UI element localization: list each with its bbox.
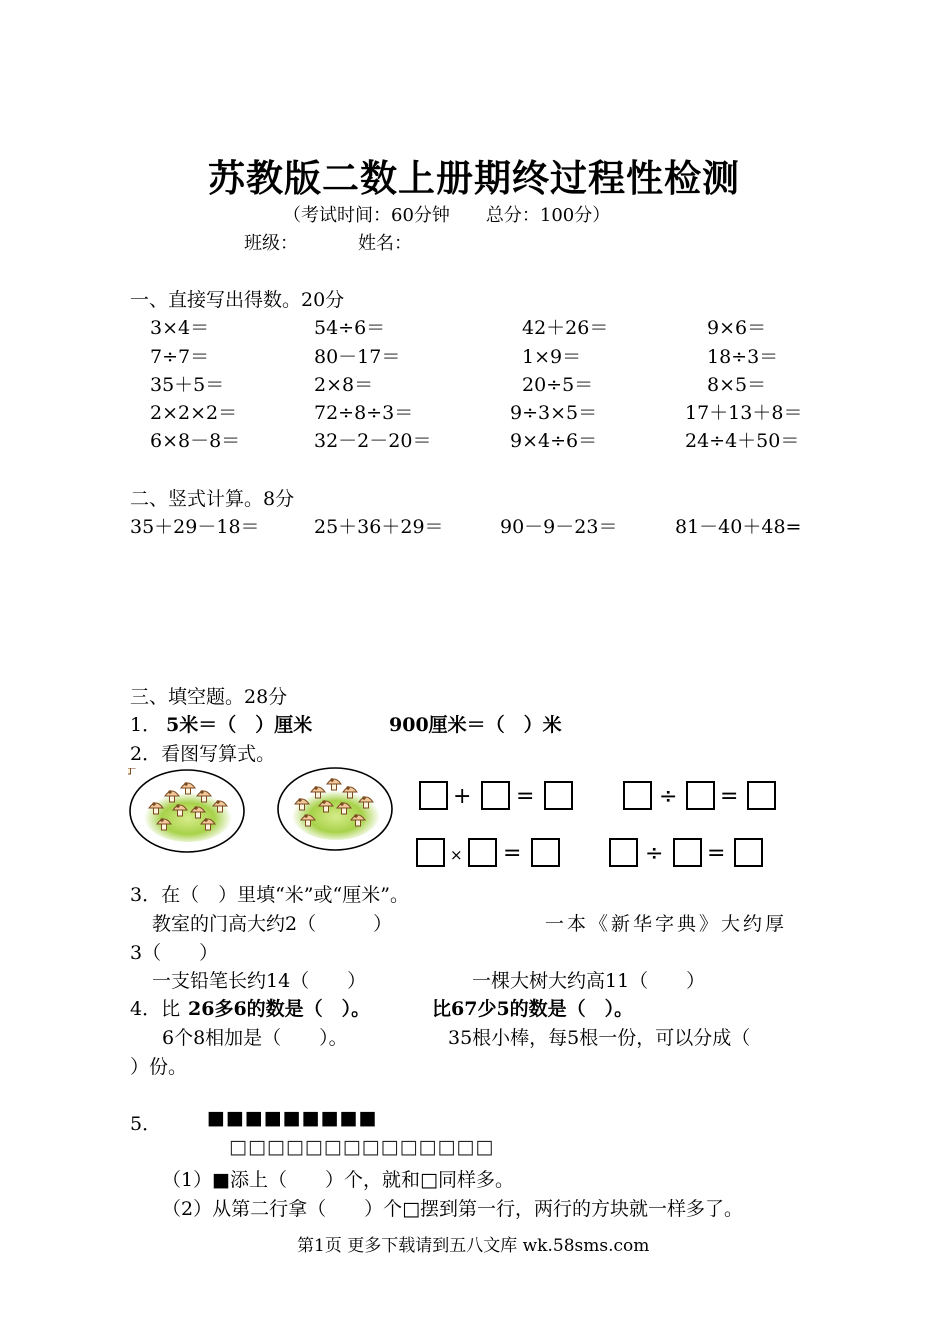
times-sign: × xyxy=(450,846,463,864)
calc-item: 2×2×2＝ xyxy=(150,402,238,424)
calc-item: 72÷8÷3＝ xyxy=(314,402,414,424)
answer-box[interactable] xyxy=(468,838,497,867)
answer-box[interactable] xyxy=(734,838,763,867)
calc-item: 8×5＝ xyxy=(707,374,767,396)
black-squares-row: ■■■■■■■■■ xyxy=(207,1107,378,1129)
answer-box[interactable] xyxy=(544,781,573,810)
answer-box[interactable] xyxy=(623,781,652,810)
mushroom-plate-picture-1 xyxy=(128,768,246,854)
question-5-number: 5． xyxy=(130,1113,162,1135)
answer-box[interactable] xyxy=(531,838,560,867)
question-3-text: 3．在（ ）里填“米”或“厘米”。 xyxy=(130,884,409,906)
answer-box[interactable] xyxy=(416,838,445,867)
equals-sign: = xyxy=(503,841,522,866)
answer-box[interactable] xyxy=(673,838,702,867)
calc-item: 80－17＝ xyxy=(314,346,401,368)
question-4-part-c: 6个8相加是（ ）。 xyxy=(162,1027,348,1049)
equals-sign: = xyxy=(707,841,726,866)
name-label: 姓名： xyxy=(358,233,412,254)
calc-item: 1×9＝ xyxy=(522,346,582,368)
answer-box[interactable] xyxy=(747,781,776,810)
divide-sign: ÷ xyxy=(645,841,664,866)
plus-sign: + xyxy=(453,784,472,809)
section-2-heading: 二、竖式计算。8分 xyxy=(130,488,295,510)
white-squares-row: □□□□□□□□□□□□□□ xyxy=(229,1136,495,1158)
question-1-number: 1． xyxy=(130,714,162,736)
divide-sign: ÷ xyxy=(659,784,678,809)
calc-item: 35＋5＝ xyxy=(150,374,225,396)
answer-box[interactable] xyxy=(686,781,715,810)
answer-box[interactable] xyxy=(481,781,510,810)
question-4-number: 4．比 xyxy=(130,998,181,1020)
section-3-heading: 三、填空题。28分 xyxy=(130,686,288,708)
question-1-part-b: 900厘米＝（ ）米 xyxy=(389,714,562,736)
calc-item: 54÷6＝ xyxy=(314,317,386,339)
calc-item: 20÷5＝ xyxy=(522,374,594,396)
question-3-item-a: 教室的门高大约2（ ） xyxy=(152,913,393,935)
question-1-part-a: 5米＝（ ）厘米 xyxy=(166,714,313,736)
answer-box[interactable] xyxy=(609,838,638,867)
calc-item: 3×4＝ xyxy=(150,317,210,339)
calc-item: 18÷3＝ xyxy=(707,346,779,368)
question-5-part-2: （2）从第二行拿（ ）个□摆到第一行，两行的方块就一样多了。 xyxy=(162,1198,744,1220)
equals-sign: = xyxy=(516,784,535,809)
question-4-part-d: 35根小棒，每5根一份，可以分成（ xyxy=(448,1027,751,1049)
question-3-item-b-continued: 3（ ） xyxy=(130,942,219,964)
page-footer: 第1页 更多下载请到五八文库 wk.58sms.com xyxy=(297,1236,650,1256)
calc-item: 9×4÷6＝ xyxy=(510,430,598,452)
calc-item: 32－2－20＝ xyxy=(314,430,432,452)
calc-item: 9÷3×5＝ xyxy=(510,402,598,424)
equals-sign: = xyxy=(720,784,739,809)
question-3-item-b: 一本《新华字典》大约厚 xyxy=(545,913,788,935)
question-4-part-a: 26多6的数是（ ）。 xyxy=(188,998,371,1020)
vertical-calc-item: 35＋29－18＝ xyxy=(130,516,260,538)
calc-item: 24÷4＋50＝ xyxy=(685,430,800,452)
page-title: 苏教版二数上册期终过程性检测 xyxy=(208,156,740,200)
vertical-calc-item: 90－9－23＝ xyxy=(500,516,618,538)
vertical-calc-item: 25＋36＋29＝ xyxy=(314,516,444,538)
question-3-item-d: 一棵大树大约高11（ ） xyxy=(472,970,706,992)
calc-item: 9×6＝ xyxy=(707,317,767,339)
calc-item: 2×8＝ xyxy=(314,374,374,396)
answer-box[interactable] xyxy=(419,781,448,810)
calc-item: 6×8－8＝ xyxy=(150,430,241,452)
calc-item: 7÷7＝ xyxy=(150,346,210,368)
question-3-item-c: 一支铅笔长约14（ ） xyxy=(152,970,367,992)
question-2-text: 2．看图写算式。 xyxy=(130,743,276,765)
question-4-part-d-continued: ）份。 xyxy=(130,1056,188,1078)
question-4-part-b: 比67少5的数是（ ）。 xyxy=(432,998,634,1020)
mushroom-plate-picture-2 xyxy=(276,766,394,852)
calc-item: 17＋13＋8＝ xyxy=(685,402,803,424)
question-5-part-1: （1）■添上（ ）个，就和□同样多。 xyxy=(162,1169,514,1191)
section-1-heading: 一、直接写出得数。20分 xyxy=(130,289,345,311)
exam-info: （考试时间：60分钟 总分：100分） xyxy=(283,205,611,226)
vertical-calc-item: 81－40＋48= xyxy=(675,516,802,538)
calc-item: 42＋26＝ xyxy=(522,317,609,339)
class-label: 班级： xyxy=(244,233,298,254)
